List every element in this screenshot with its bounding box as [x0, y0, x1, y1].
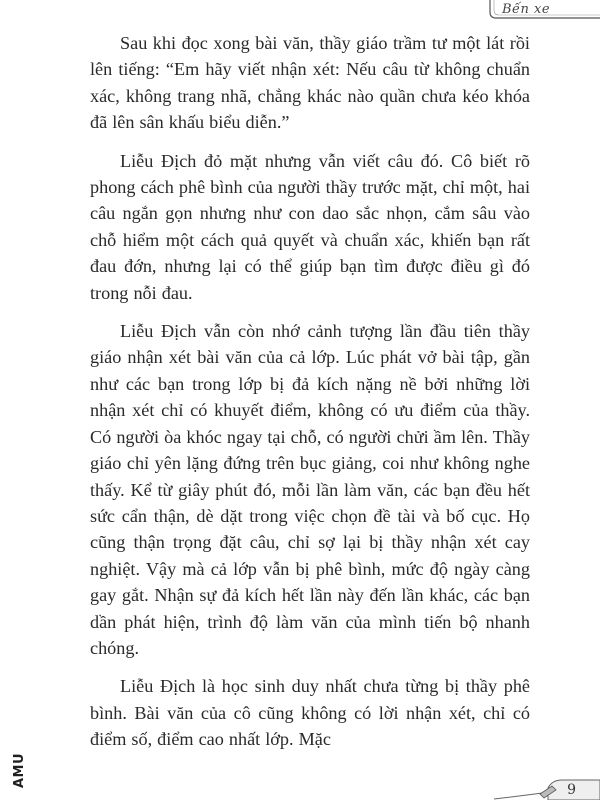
page-number: 9 [567, 782, 576, 798]
side-margin-label: AMU [12, 752, 27, 788]
main-text [90, 30, 530, 753]
pencil-ornament-icon [490, 772, 600, 800]
paragraph-4: Liễu Địch là học sinh duy nhất chưa từng bị thầy phê bình. Bài văn của cô cũng không có lời nhận xét, chỉ có điểm số, điểm cao nhất lớp. Mặc [90, 676, 530, 750]
paragraph-1: Sau khi đọc xong bài văn, thầy giáo trầm tư một lát rồi lên tiếng: “Em hãy viết nhận xét: Nếu câu từ không chuẩn xác, không trang nhã, chẳng khác nào quần chưa kéo khóa đã lên sân khấu biểu diễn.” [90, 33, 530, 133]
paragraph-2: Liễu Địch đỏ mặt nhưng vẫn viết câu đó. Cô biết rõ phong cách phê bình của người thầy trước mặt, chỉ một, hai câu ngắn gọn nhưng như con dao sắc nhọn, cắm sâu vào chỗ hiểm một cách quả quyết và chuẩn xác, khiến bạn rất đau đớn, nhưng lại có thể giúp bạn tìm được điều gì đó trong nỗi đau. [90, 150, 530, 303]
running-title: Bến xe [502, 2, 551, 17]
paragraph-3: Liễu Địch vẫn còn nhớ cảnh tượng lần đầu tiên thầy giáo nhận xét bài văn của cả lớp. Lúc phát vở bài tập, gần như các bạn trong lớp bị đả kích nặng nề bởi những lời nhận xét chỉ có khuyết điểm, không có ưu điểm của thầy. Có người òa khóc ngay tại chỗ, có người chửi ầm lên. Thầy giáo chỉ yên lặng đứng trên bục giảng, coi như không nghe thấy. Kể từ giây phút đó, mỗi lần làm văn, các bạn đều hết sức cẩn thận, dè dặt trong việc chọn đề tài và bố cục. Họ cũng thận trọng đặt câu, chỉ sợ lại bị thầy nhận xét cay nghiệt. Vậy mà cả lớp vẫn bị phê bình, mức độ ngày càng gay gắt. Nhận sự đả kích hết lần này đến lần khác, các bạn dần phát hiện, trình độ làm văn của mình tiến bộ nhanh chóng. [90, 321, 530, 658]
page-number-badge [490, 772, 600, 800]
running-header [450, 0, 600, 22]
